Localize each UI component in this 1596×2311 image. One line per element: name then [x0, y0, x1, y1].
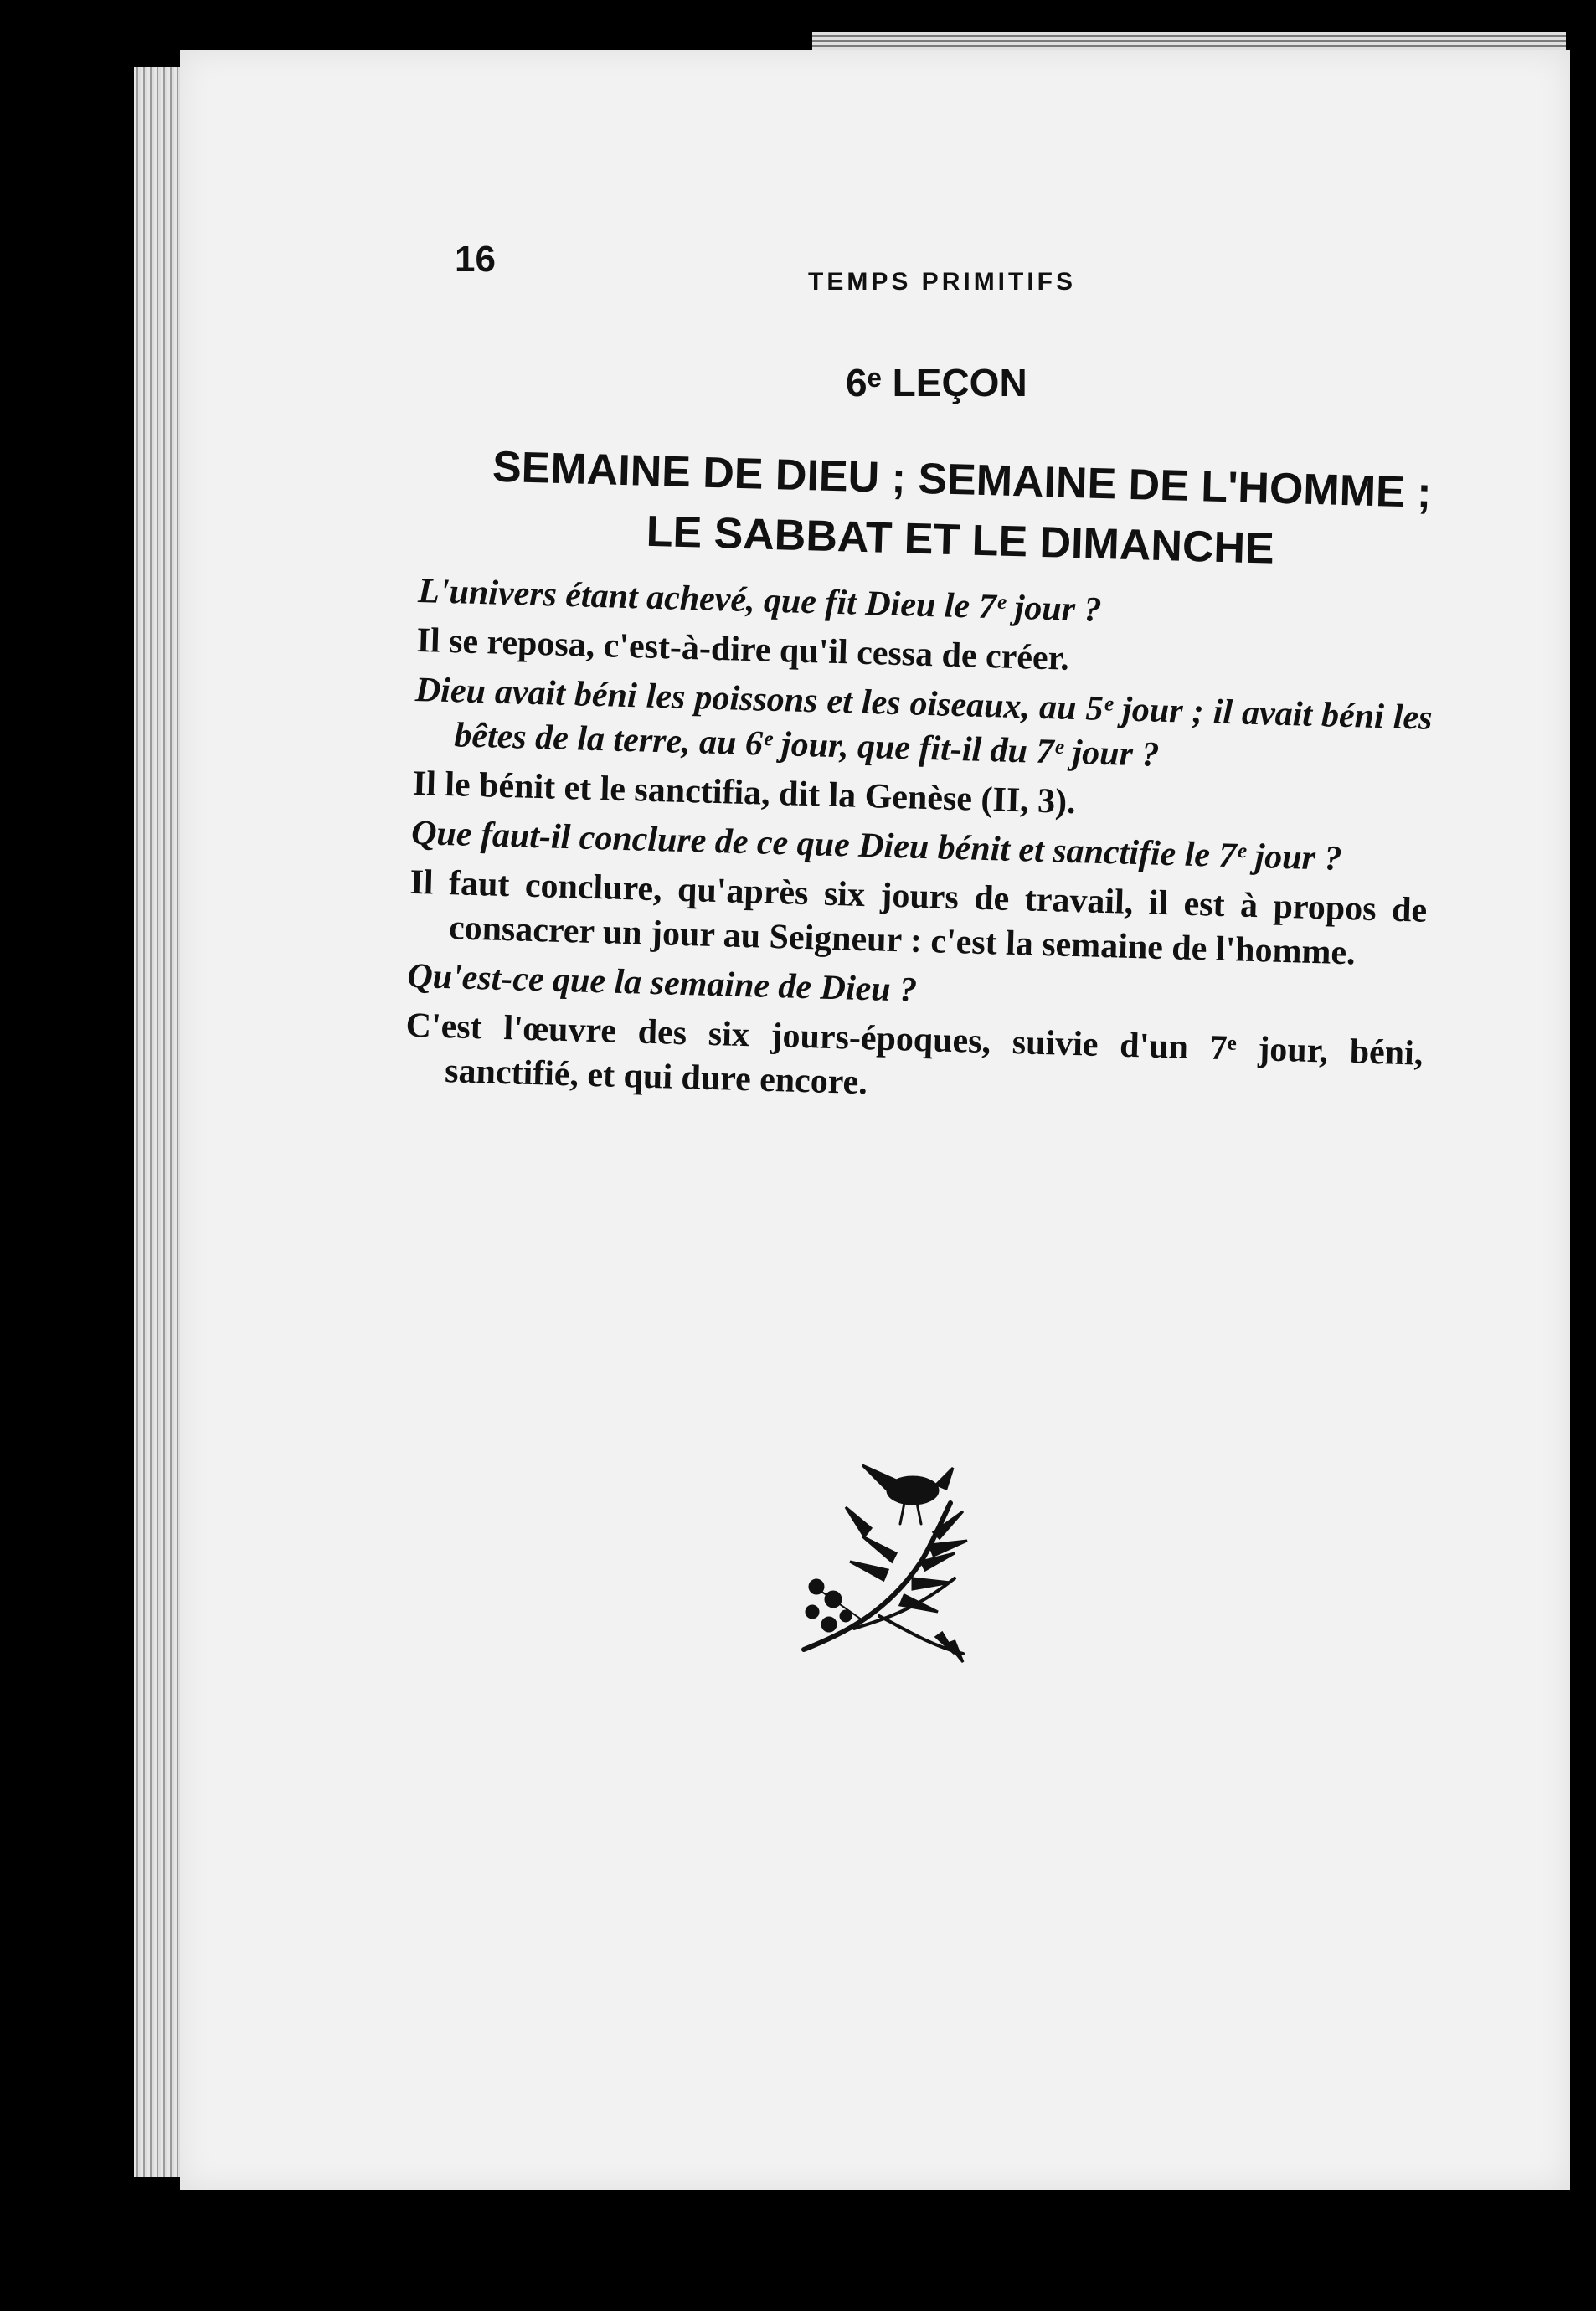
catechism-text: [404, 569, 1435, 1126]
title-line-2: LE SABBAT ET LE DIMANCHE: [646, 507, 1275, 574]
lesson-heading: 6ᵉ LEÇON: [846, 361, 1027, 404]
page-number: 16: [455, 239, 496, 280]
answer-3: Il faut conclure, qu'après six jours de travail, il est à propos de consacrer un jour au Seigneur : c'est la semaine de l'homme.: [409, 862, 1428, 973]
running-head: TEMPS PRIMITIFS: [808, 268, 1077, 296]
title-line-1: SEMAINE DE DIEU ; SEMAINE DE L'HOMME ;: [492, 442, 1433, 517]
bird-on-branch-icon: [787, 1453, 1005, 1670]
answer-4: C'est l'œuvre des six jours-époques, suivie d'un 7ᵉ jour, béni, sanctifié, et qui dure encore.: [405, 1006, 1424, 1103]
question-1: L'univers étant achevé, que fit Dieu le 7ᵉ jour ?: [417, 571, 1103, 630]
answer-2: Il le bénit et le sanctifia, dit la Genèse (II, 3).: [412, 764, 1077, 822]
book-page-edges: [134, 67, 184, 2177]
question-2: Dieu avait béni les poissons et les oiseaux, au 5ᵉ jour ; il avait béni les bêtes de la terre, au 6ᵉ jour, que fit-il du 7ᵉ jour ?: [414, 670, 1434, 775]
question-4: Qu'est-ce que la semaine de Dieu ?: [406, 956, 918, 1010]
question-3: Que faut-il conclure de ce que Dieu bénit et sanctifie le 7ᵉ jour ?: [410, 813, 1343, 878]
answer-1: Il se reposa, c'est-à-dire qu'il cessa de créer.: [415, 620, 1070, 678]
